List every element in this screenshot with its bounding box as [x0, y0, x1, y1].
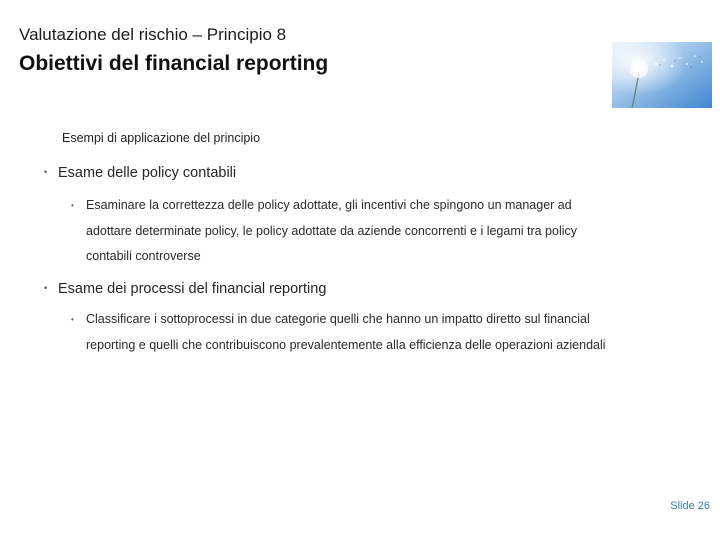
sub-bullet-text: Classificare i sottoprocessi in due categorie quelli che hanno un impatto diretto sul financial reporting e quelli che contribuiscono prevalentemente alla efficienza delle operazioni aziendali	[86, 312, 606, 352]
bullet-icon: •	[44, 283, 48, 293]
bullet-icon: •	[44, 167, 48, 177]
bullet-processi	[44, 281, 326, 297]
slide-subtitle: Valutazione del rischio – Principio 8	[19, 25, 287, 44]
bullet-policy	[44, 165, 236, 181]
header-photo	[612, 42, 712, 108]
bullet-text: Esame dei processi del financial reporting	[58, 281, 327, 297]
bullet-text: Esame delle policy contabili	[58, 165, 237, 181]
sub-bullet-policy	[71, 193, 611, 270]
slide-number: Slide 26	[670, 500, 710, 512]
sub-bullet-processi	[71, 307, 611, 358]
bullet-icon: •	[71, 315, 74, 324]
slide-title: Obiettivi del financial reporting	[19, 52, 329, 75]
dandelion-sky-icon	[612, 42, 712, 108]
sub-bullet-text: Esaminare la correttezza delle policy adottate, gli incentivi che spingono un manager ad adottare determinate policy, le policy adottate da aziende concorrenti e i legami tra policy contabili controverse	[86, 198, 578, 263]
bullet-icon: •	[71, 201, 74, 210]
section-label: Esempi di applicazione del principio	[62, 131, 261, 145]
